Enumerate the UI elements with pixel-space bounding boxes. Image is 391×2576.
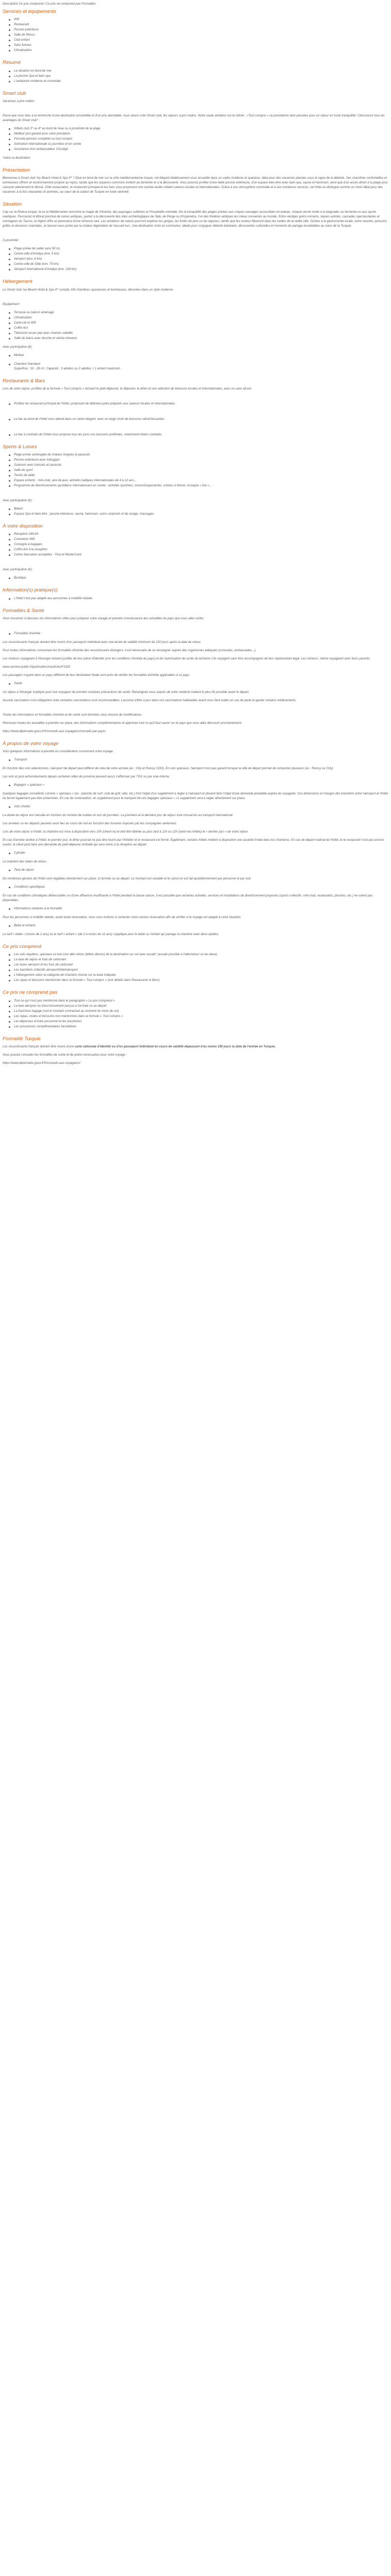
- smart-club-subtitle: Vacances à prix malins: [3, 99, 35, 103]
- list-item: Les repas et boissons mentionnés dans la formule « Tout compris » (voir détails dans Restaurants & Bars): [14, 978, 388, 983]
- equipment-label: Équipement :: [3, 302, 21, 306]
- formalites-p2: Pour toutes informations concernant les formalités d'entrée des ressortissants étrangers, il est nécessaire de se renseigner auprès des organismes adéquats (consulats, ambassades...).: [3, 649, 256, 652]
- list-item: Plage privée aménagée de chaises longues et parasols: [14, 453, 388, 457]
- list-item: Salle de fitness: [14, 33, 388, 38]
- smart-club-note: *selon la destination: [3, 156, 30, 160]
- list-item: Aéroport international d'Antalya (env. 134 km): [14, 267, 388, 272]
- list-item: Consigne à bagages: [14, 543, 388, 547]
- formule-heading: Formalité Turquie: [3, 1036, 41, 1042]
- room-type-desc: Superficie : 19 - 26 m². Capacité : 3 adultes ou 2 adultes + 1 enfant maximum: [14, 367, 120, 370]
- restaurants-list-1: [3, 402, 388, 406]
- formalites-p3: Les mineurs voyageant à l'étranger doivent justifier de leur pièce d'identité (voir les conditions d'entrée du pays) et de l'autorisation de sortie du territoire s'ils voyagent sans être accompagnés de leur représentant légal. Les mineurs, même voyageant avec leurs parents.: [3, 657, 371, 660]
- propos-label-list-4: [3, 851, 388, 856]
- formalites-link-minors[interactable]: www.service-public.fr/particuliers/vosdroits/F1922: [3, 665, 71, 669]
- list-item: L'hébergement selon la catégorie de chambre choisie sur la base indiquée: [14, 973, 388, 978]
- list-item: Sans fumeur: [14, 43, 388, 48]
- list-item: Restaurant: [14, 23, 388, 27]
- disposition-paid-label: Avec participation (€) :: [3, 568, 34, 572]
- formule-p1-bold: carte nationale d'identité ou d'un passeport individuel en cours de validité dépassant d'au moins 150 jours la date de l'entrée en Turquie.: [74, 1045, 276, 1048]
- propos-p7: En cas d'arrivée tardive à l'hôtel, le premier jour, le dîner pourrait ne pas être fourni par l'hôtelier et le restaurant est fermé. Également, certains hôtels mettent à disposition une assiette froide dans les chambres. En cas de départ matinal de l'hôtel, le le restaurant n'est pas encore ouvert, le client peut faire une demande de petit-déjeuner emballé qui sera remis à la réception au départ.: [3, 839, 384, 846]
- list-item: Minibar: [14, 353, 388, 358]
- list-item: Wifi: [14, 18, 388, 22]
- list-item: L'hôtel n'est pas adapté aux personnes à mobilité réduite.: [14, 597, 388, 601]
- situation-text: Cap sur la Riviera turque, là où la Méditerranée rencontre la magie de l'Histoire, des paysages sublimes et l'hospitalité orientale. De la tranquillité des plages privées aux criques sauvages accessibles en bateau, chaque recoin invite à la baignade, au farniente ou aux sports nautiques. Parcourez le littoral ponctué de ruines antiques, partez à la découverte des sites archéologiques de Side, de Perge ou d'Aspendos, l'un des théâtres antiques les mieux conservés au monde. Entre vestiges gréco-romains, bazars animés, cascades spectaculaires et montagnes du Taurus, la région offre un panorama d'une richesse rare. Les amateurs de nature pourront explorer les gorges, les forêts de pins ou les lagunes, tandis que les curieux flâneront dans les ruelles de la vieille ville. Goûtez à la gastronomie locale, entre mezzés, poissons grillés et douceurs orientales, et laissez-vous porter par la chaleur légendaire de l'accueil turc. Une destination riche en contrastes, idéale pour conjuguer détente balnéaire, découvertes culturelles et moments de partage inoubliables au cœur de la Turquie.: [3, 211, 387, 228]
- list-item: Programme de divertissements quotidiens internationaux en soirée : activités sportives, concerts/spectacles, soirées à thème, musique « live »...: [14, 484, 388, 488]
- propos-label-list-5: [3, 868, 388, 873]
- room-list: [3, 362, 388, 371]
- list-item: Les dépenses d'ordre personnel et les pourboires: [14, 1020, 388, 1024]
- infos-list: [3, 597, 388, 601]
- list-item: La situation en bord de mer: [14, 69, 388, 74]
- list-item: Tout ce qui n'est pas mentionné dans le paragraphe « Le prix comprend »: [14, 999, 388, 1004]
- propos-label-list-8: [3, 924, 388, 928]
- list-item: Le bar à cocktails de l'hôtel vous propose tous les jours vos boissons préférées, notamment divers cocktails.: [14, 433, 388, 437]
- mobilite-label: Informations relatives à la formalité: [14, 907, 388, 911]
- smart-club-heading: Smart club: [3, 90, 26, 96]
- list-item: Club enfant: [14, 38, 388, 43]
- restaurants-text: Lors de votre séjour, profitez de la formule « Tout compris » incluant le petit-déjeuner, le déjeuner, le dîner et une sélection de boissons locales et internationales, avec ou sans alcool.: [3, 387, 252, 391]
- list-item: Espace enfants : mini-club, aire de jeux, activités ludiques internationales de 4 à 12 ans...: [14, 479, 388, 483]
- propos-label-list-7: [3, 907, 388, 911]
- list-item: Salle de sport: [14, 468, 388, 473]
- disposition-list: [3, 532, 388, 557]
- presentation-heading: Présentation: [3, 167, 30, 173]
- list-item: Solarium avec transats et parasols: [14, 463, 388, 468]
- list-item: Les taxes aéroport et les frais de carburant: [14, 963, 388, 968]
- resume-heading: Résumé: [3, 60, 21, 66]
- formalites-heading: Formalités & Santé: [3, 607, 44, 614]
- list-item: La taxe aéroport ou d'accroissement perçue à l'arrivée ou au départ: [14, 1004, 388, 1009]
- restaurants-heading: Restaurants & Bars: [3, 378, 45, 384]
- access-label: À proximité :: [3, 239, 20, 243]
- prix-ne-comprend-heading: Ce prix ne comprend pas: [3, 990, 58, 996]
- list-item: Profitez du restaurant principal de l'hôtel, proposant de délicieux plats préparés aux saveurs locales et internationales.: [14, 402, 388, 406]
- sports-list: [3, 453, 388, 488]
- list-item: Plage privée de sable sans 50 m): [14, 247, 388, 251]
- list-item: Les vols réguliers, spéciaux ou low-cost aller-retour (billets directs) de la destination sur vol avec escale* (escale possible à l'aller/retour ou les deux): [14, 953, 388, 957]
- formule-p2: Vous pouvez consulter les formalités de sortie et de police nécessaires pour votre voyage :: [3, 1053, 127, 1057]
- resume-list: [3, 69, 388, 84]
- list-item: Meilleur prix garanti pour votre prestation: [14, 132, 388, 137]
- list-item: Les assurances complémentaires facultatives: [14, 1025, 388, 1029]
- bebe-label: Bébé et enfants: [14, 924, 388, 928]
- propos-p6: Lors de votre séjour à l'hôtel, la chambre est mise à disposition vers 15h (check-in) et doit être libérée au plus tard à 11h ou 12h (selon les hôtels) le « dernier jour » de votre séjour.: [3, 831, 249, 834]
- list-item: Réception 24h/24: [14, 532, 388, 537]
- propos-p2: Les vols et post-acheminements depuis certaines villes de province peuvent aussi s'effectuer par TGV ou par voie interne.: [3, 775, 170, 778]
- propos-label-list-6: [3, 885, 388, 890]
- list-item: L'ambiance moderne et conviviale: [14, 79, 388, 84]
- formalites-p6: Un séjour à l'étranger implique pour tout voyageur de prendre certaines précautions de santé. Renseignez-vous auprès de votre médecin traitant le plus tôt possible avant le départ.: [3, 690, 250, 694]
- infos-heading: Information(s) pratique(s): [3, 587, 58, 594]
- vols-charter-label: Vols charter: [14, 805, 388, 809]
- list-item: Piscine extérieure avec toboggan: [14, 458, 388, 463]
- restaurants-list-2: [3, 417, 388, 422]
- propos-p10: En cas de conditions climatiques défavorables ou d'une affluence insuffisante à l'hôtel pendant la basse saison, il est possible que certaines activités, services et installations de divertissement proposés (sports collectifs, mini-club, restaurants, piscines, etc.) ne soient pas disponibles.: [3, 894, 373, 902]
- prix-comprend-heading: Ce prix comprend: [3, 944, 41, 950]
- paid-list: [3, 353, 388, 358]
- list-item: Climatisation: [14, 316, 388, 320]
- list-item: Hôtels club 3* ou 4* au bord de l'eau ou à proximité de la plage: [14, 127, 388, 131]
- presentation-text: Bienvenue à Smart club 'Ivy Beach Hotel & Spa 4*' ! Situé en bord de mer sur la côte méditerranéenne turque, cet élégant établissement vous accueille dans un cadre moderne et spacieux, idéal pour des vacances placées sous le signe de la détente. Ses chambres confortables et lumineuses offrent un environnement propice au repos, tandis que les espaces communs invitent au farniente et à la découverte. Vous pourrez profiter d'une belle piscine extérieure, d'un espace bien-être avec bain-spa, sauna et hammam, ainsi que d'un accès direct à la plage pour savourer pleinement le littoral. Côté restauration, le restaurant principal et les bars vous proposent une cuisine variée mêlant saveurs locales et internationales. Grâce à son atmosphère conviviale et à ses nombreux services, cet hôtel se distingue comme un choix idéal pour des vacances à la fois relaxantes et animées, au cœur de la station de Turquie en toute sérénité.: [3, 177, 388, 194]
- propos-p3: Quelques bagages considérés comme « spéciaux » (ex : planche de surf, club de golf, vélo, etc.) font l'objet d'un supplément à régler à l'aéroport et doivent faire l'objet d'une demande préalable auprès du voyagiste. Ces dimensions et charges des transferts entre l'aéroport et l'hôtel ne feront également pas être acheminés. En cas de contestation, un supplément pour le transport de ces bagages spéciaux « »1 supplément sera à régler directement sur place.: [3, 792, 388, 800]
- list-item: Billard: [14, 507, 388, 512]
- formalites-p1: Les ressortissants français doivent être munis d'un passeport individuel avec une durée de validité minimum de 150 jours après la date de retour.: [3, 640, 202, 644]
- page-content: [0, 0, 391, 1080]
- list-item: Aéroport (env. 6 km): [14, 257, 388, 262]
- prix-comprend-list: [3, 953, 388, 983]
- propos-p11: Pour les personnes à mobilité réduite, avant toute réservation, nous vous invitons à contacter notre service réservation afin de vérifier si le voyage est adapté à votre situation.: [3, 916, 241, 919]
- room-type: [14, 362, 388, 371]
- propos-p9: De nombreux gérants de l'hôtel sont réglables directement sur place; à l'arrivée ou au départ. Le montant est variable et le calcul en est fait quotidiennement par personne et par nuit.: [3, 877, 252, 880]
- list-item: Coffre-fort: [14, 326, 388, 331]
- services-heading: Services et équipements: [3, 9, 57, 14]
- formule-link[interactable]: https://www.diplomatie.gouv.fr/fr/conseils-aux-voyageurs/: [3, 1061, 80, 1065]
- list-item: Les transferts collectifs aéroport/hôtel/aéroport: [14, 968, 388, 973]
- hebergement-heading: Hébergement: [3, 279, 32, 285]
- hebergement-text: Le Smart club 'Ivy Beach Hotel & Spa 4*' compte 100 chambres spacieuses et lumineuses, décorées dans un style moderne.: [3, 288, 174, 292]
- formalites-p5: Les passagers n'ayant dans un pays différent de leur destination finale sont priés de vérifier les formalités d'entrée applicables à ce pays.: [3, 673, 190, 677]
- smart-club-intro: Parce que vous êtes à la recherche d'une destination ensoleillée et d'un prix abordable, nous avons créé Smart club, les séjours à prix malins. Notre seule ambition est la même : «Tout compris » où prestations bien pensées pour un séjour en toute tranquillité ! Découvrez tous les avantages du Smart club* :: [3, 114, 385, 122]
- sports-paid-list: [3, 507, 388, 517]
- list-item: Animation internationale ou journées et en soirée: [14, 142, 388, 147]
- equipment-list: [3, 311, 388, 341]
- prix-ne-comprend-list: [3, 999, 388, 1029]
- list-item: Formule pension complète ou tout compris: [14, 137, 388, 142]
- propos-label-list-1: [3, 758, 388, 762]
- list-item: Carte-clé et Wifi: [14, 321, 388, 326]
- conditions-label: Conditions spécifiques: [14, 885, 388, 890]
- list-item: Coffre-fort à la réception: [14, 548, 388, 552]
- sports-heading: Sports & Loisirs: [3, 444, 37, 450]
- formalites-p9: Retrouvez toutes les actualités à prendre sur place, des informations complémentaires et apprenez tout ce qu'il faut savoir sur le pays que vous allez découvrir prochainement :: [3, 721, 243, 725]
- list-item: Salle de bains avec douche et sèche-cheveux: [14, 336, 388, 341]
- list-item: Centre-ville d'Antalya (env. 5 km): [14, 252, 388, 257]
- services-list: [3, 18, 388, 53]
- smart-club-list: [3, 127, 388, 152]
- disposition-heading: À votre disposition: [3, 523, 43, 529]
- paid-label: Avec participation (€) :: [3, 345, 34, 349]
- list-item: Connexion Wifi: [14, 537, 388, 542]
- list-item: Boutique: [14, 576, 388, 581]
- list-item: Climatisation: [14, 48, 388, 53]
- bagages-label: Bagages « spéciaux »: [14, 783, 388, 788]
- list-item: La taxe de séjour et frais de carburant: [14, 958, 388, 962]
- propos-p1: En fonction des vols sélectionnés, l'aéroport de départ peut différer de celui de votre arrivée (ex : Orly et Roissy CDG). En vols spéciaux, l'aéroport n'est pas garanti lorsque la ville de départ permet de comporter plusieurs (ex : Roissy ou Orly).: [3, 767, 334, 770]
- formule-p1: [3, 1045, 388, 1049]
- list-item: Assistance d'un ambassadeur Circuitgo: [14, 147, 388, 152]
- list-item: Piscine extérieure: [14, 28, 388, 32]
- sante-label-list: [3, 682, 388, 686]
- cylinder-label: Cylinder: [14, 851, 388, 856]
- disposition-paid-list: [3, 576, 388, 581]
- propos-p4: La durée du séjour est calculée en fonction du nombre de nuitées et non de journées. La première et la dernière jour de séjour sont consacrés au transport international.: [3, 814, 234, 817]
- propos-label-list-2: [3, 783, 388, 788]
- list-item: Espace Spa et bien-être : piscine intérieure, sauna, hammam, soins corporels et de visage, massages: [14, 512, 388, 517]
- formalites-p7: Aucune vaccination n'est obligatoire mais certaines vaccinations sont recommandées. Lassurez d'être à jour dans vos vaccinations habituelles avant vous faire traiter en cas de perte et garder certains médicaments.: [3, 699, 297, 702]
- formalites-label-list: [3, 632, 388, 636]
- propos-heading: À propos de votre voyage: [3, 740, 59, 747]
- list-item: La piscine Spa et bain-spa: [14, 74, 388, 79]
- formule-p1-start: Les ressortissants français doivent être munis d'une: [3, 1045, 75, 1048]
- propos-intro: Voici quelques informations à prendre en considération concernant votre voyage.: [3, 750, 114, 753]
- situation-heading: Situation: [3, 201, 22, 207]
- list-item: Tennis de table: [14, 473, 388, 478]
- access-list: [3, 247, 388, 272]
- sante-label: Santé: [14, 682, 388, 686]
- restaurants-list-3: [3, 433, 388, 437]
- list-item: Télévision écran plat avec chaînes satellite: [14, 331, 388, 336]
- formalites-link-diplomatie[interactable]: https://www.diplomatie.gouv.fr/fr/conseils-aux-voyageurs/conseils-par-pays/: [3, 730, 106, 733]
- propos-label-list-3: [3, 805, 388, 809]
- room-type-label: Chambre Standard: [14, 362, 40, 366]
- list-item: Terrasse ou balcon aménagé: [14, 311, 388, 315]
- list-item: Le bar au bord de l'hôtel vous attend dans un cadre élégant, avec un large choix de boissons rafraîchissantes.: [14, 417, 388, 422]
- list-item: Centre-ville de Side (env. 75 km): [14, 262, 388, 267]
- formalites-p8: Toutes les informations et formalités d'entrée et de santé sont données sous réserve de modifications.: [3, 713, 142, 717]
- formalites-intro: Vous trouverez ci-dessous les informations utiles pour préparer votre voyage et prendre connaissance des actualités du pays que vous allez visiter.: [3, 617, 205, 620]
- formalites-entry-label: Formalités d'entrée :: [14, 632, 388, 636]
- propos-p12: Le tarif « bébé » (moins de 2 ans) ou le tarif « enfant » (de 2 à moins de 12 ans) s'applique pour le bébé ou l'enfant qui partage la chambre avec deux adultes.: [3, 933, 219, 936]
- list-item: La franchise bagage (soit le montant contractuel au moment du choix de vol): [14, 1009, 388, 1014]
- taxe-label: Taxe de séjour: [14, 868, 388, 873]
- top-nav-text: Description Ce prix comprend / Ce prix ne comprend pas Formalités: [3, 3, 96, 6]
- propos-p5: Les arrivées ou les départs peuvent avoir lieu au cours de nuit en fonction des horaires imposés par les compagnies aériennes.: [3, 822, 177, 825]
- transport-label: Transport: [14, 758, 388, 762]
- sports-paid-label: Avec participation (€) :: [3, 499, 34, 502]
- list-item: Les repas, visites et boissons non mentionnés dans la formule « Tout compris »: [14, 1014, 388, 1019]
- propos-p8: Le maintien des dates de retour...: [3, 860, 49, 863]
- list-item: Cartes bancaires acceptées : Visa et MasterCard: [14, 553, 388, 557]
